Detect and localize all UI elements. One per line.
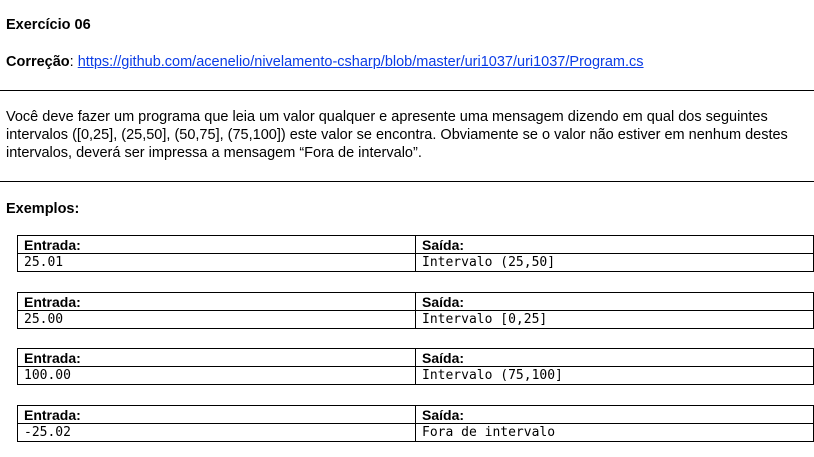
example-table	[17, 235, 814, 272]
output-header: Saída:	[416, 349, 814, 367]
example-input: -25.02	[18, 424, 416, 442]
example-header-row	[18, 236, 814, 254]
correction-link[interactable]: https://github.com/acenelio/nivelamento-csharp/blob/master/uri1037/uri1037/Program.cs	[77, 54, 644, 70]
input-header: Entrada:	[18, 406, 416, 424]
example-value-row	[18, 367, 814, 385]
output-header: Saída:	[416, 236, 814, 254]
example-value-row	[18, 311, 814, 329]
example-output: Intervalo [0,25]	[416, 311, 814, 329]
example-output: Intervalo (25,50]	[416, 254, 814, 272]
example-input: 25.00	[18, 311, 416, 329]
example-header-row	[18, 293, 814, 311]
correction-separator: :	[69, 54, 78, 70]
example-input: 100.00	[18, 367, 416, 385]
example-value-row	[18, 254, 814, 272]
exercise-description: Você deve fazer um programa que leia um valor qualquer e apresente uma mensagem dizendo em qual dos seguintes intervalos ([0,25], (25,50], (50,75], (75,100]) este valor se encontra. Obviamente se o valor não estiver em nenhum destes intervalos, deverá ser impressa a mensagem “Fora de intervalo”.	[6, 109, 788, 161]
example-header-row	[18, 406, 814, 424]
divider-top	[0, 90, 814, 91]
exercise-title: Exercício 06	[6, 17, 91, 33]
example-table	[17, 292, 814, 329]
example-table	[17, 348, 814, 385]
correction-line	[6, 54, 644, 70]
input-header: Entrada:	[18, 293, 416, 311]
example-table	[17, 405, 814, 442]
output-header: Saída:	[416, 293, 814, 311]
examples-title: Exemplos:	[6, 201, 80, 217]
example-output: Intervalo (75,100]	[416, 367, 814, 385]
correction-label: Correção	[6, 54, 70, 70]
divider-bottom	[0, 181, 814, 182]
input-header: Entrada:	[18, 349, 416, 367]
example-header-row	[18, 349, 814, 367]
input-header: Entrada:	[18, 236, 416, 254]
example-value-row	[18, 424, 814, 442]
example-output: Fora de intervalo	[416, 424, 814, 442]
example-input: 25.01	[18, 254, 416, 272]
output-header: Saída:	[416, 406, 814, 424]
